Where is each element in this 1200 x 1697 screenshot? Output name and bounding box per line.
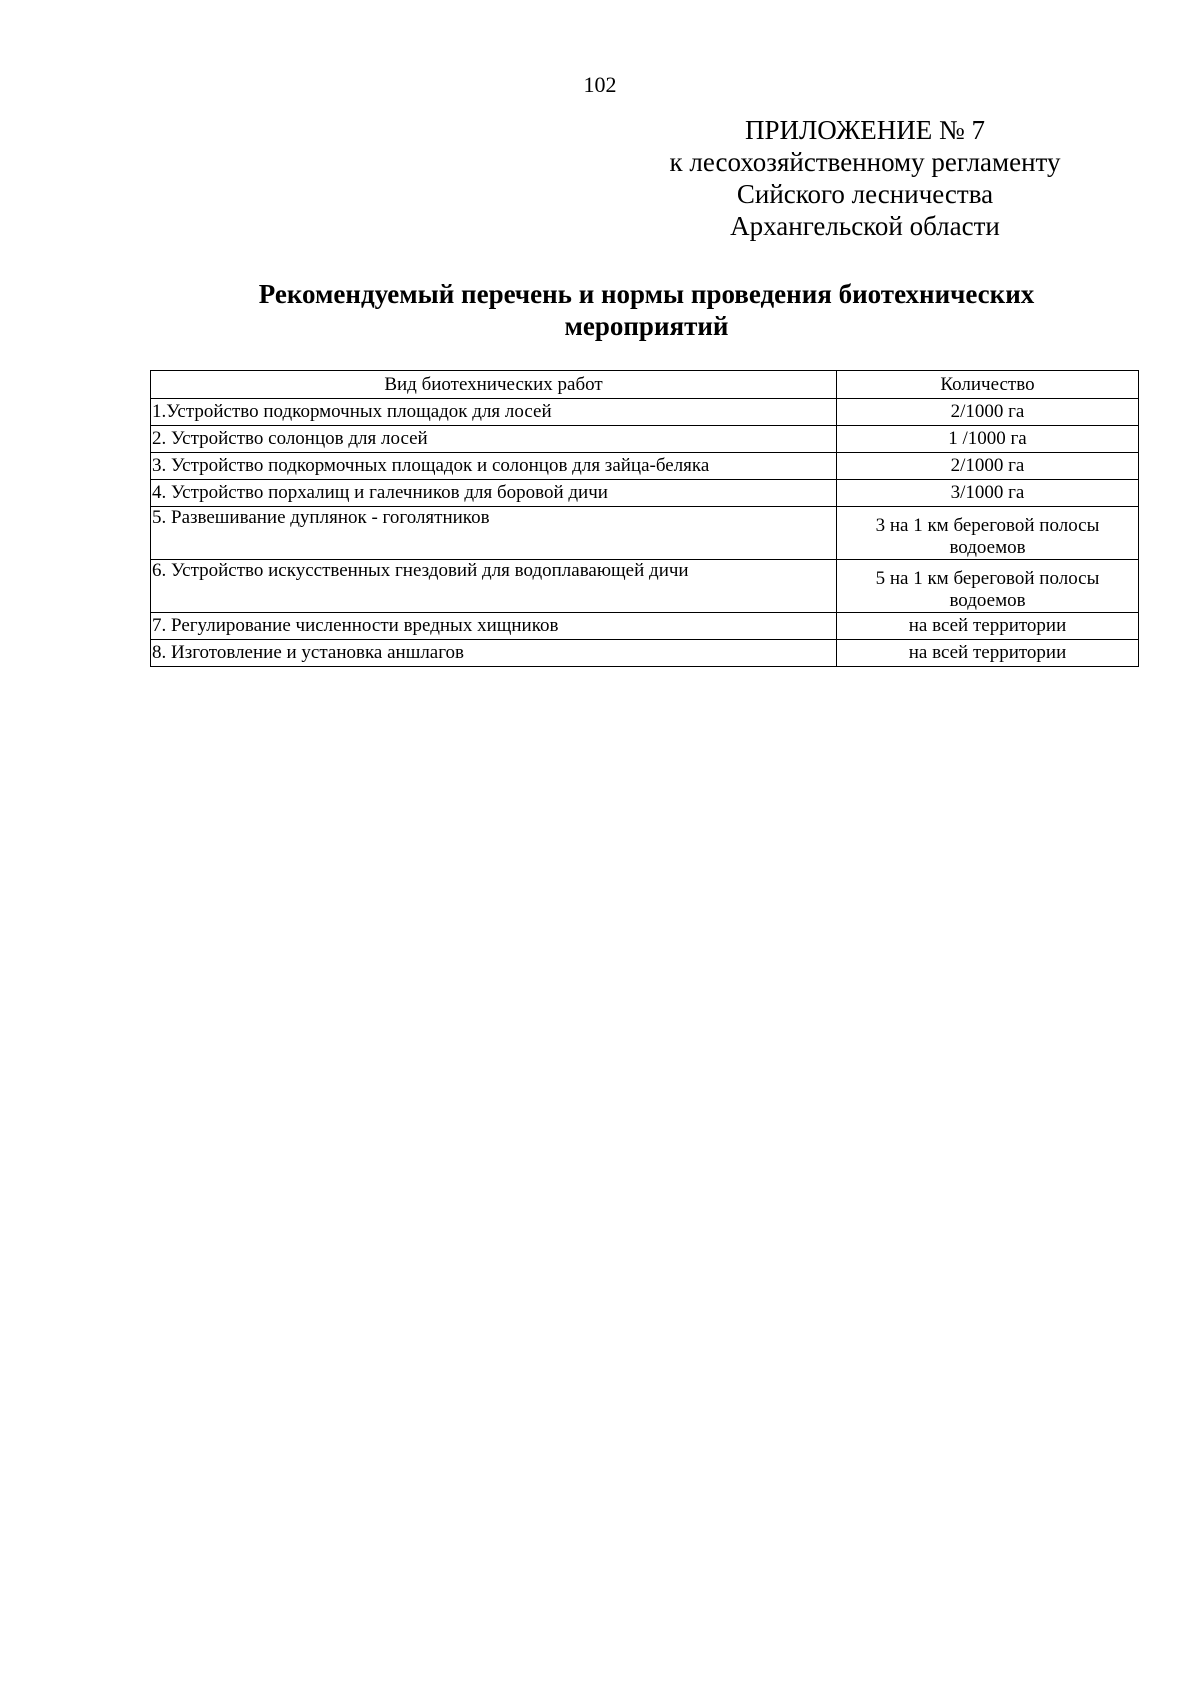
work-cell: 6. Устройство искусственных гнездовий для водоплавающей дичи	[151, 560, 837, 613]
table-row	[151, 426, 1139, 453]
table-row	[151, 507, 1139, 560]
column-header-quantity: Количество	[837, 371, 1139, 399]
work-cell: 7. Регулирование численности вредных хищников	[151, 613, 837, 640]
quantity-cell: 3 на 1 км береговой полосы водоемов	[837, 507, 1139, 560]
quantity-cell: 1 /1000 га	[837, 426, 1139, 453]
work-cell: 1.Устройство подкормочных площадок для лосей	[151, 399, 837, 426]
appendix-line: Сийского лесничества	[736, 179, 994, 209]
document-title-line: мероприятий	[564, 311, 729, 341]
table-row	[151, 640, 1139, 667]
appendix-header	[610, 114, 1120, 242]
table-row	[151, 560, 1139, 613]
appendix-line: к лесохозяйственному регламенту	[669, 147, 1061, 177]
table-row	[151, 453, 1139, 480]
column-header-work-type: Вид биотехнических работ	[151, 371, 837, 399]
work-cell: 8. Изготовление и установка аншлагов	[151, 640, 837, 667]
document-title-line: Рекомендуемый перечень и нормы проведения биотехнических	[258, 279, 1035, 309]
work-cell: 5. Развешивание дуплянок - гоголятников	[151, 507, 837, 560]
document-title	[150, 278, 1143, 342]
work-cell: 2. Устройство солонцов для лосей	[151, 426, 837, 453]
appendix-title: ПРИЛОЖЕНИЕ № 7	[744, 115, 986, 145]
table-header-row	[151, 371, 1139, 399]
work-cell: 4. Устройство порхалищ и галечников для боровой дичи	[151, 480, 837, 507]
work-cell: 3. Устройство подкормочных площадок и солонцов для зайца-беляка	[151, 453, 837, 480]
table-row	[151, 613, 1139, 640]
table-row	[151, 399, 1139, 426]
table-row	[151, 480, 1139, 507]
quantity-cell: на всей территории	[837, 613, 1139, 640]
page-number: 102	[583, 72, 617, 97]
quantity-cell: 3/1000 га	[837, 480, 1139, 507]
appendix-line: Архангельской области	[730, 211, 1000, 241]
quantity-cell: 5 на 1 км береговой полосы водоемов	[837, 560, 1139, 613]
quantity-cell: 2/1000 га	[837, 453, 1139, 480]
biotechnical-works-table	[150, 370, 1139, 667]
quantity-cell: 2/1000 га	[837, 399, 1139, 426]
quantity-cell: на всей территории	[837, 640, 1139, 667]
